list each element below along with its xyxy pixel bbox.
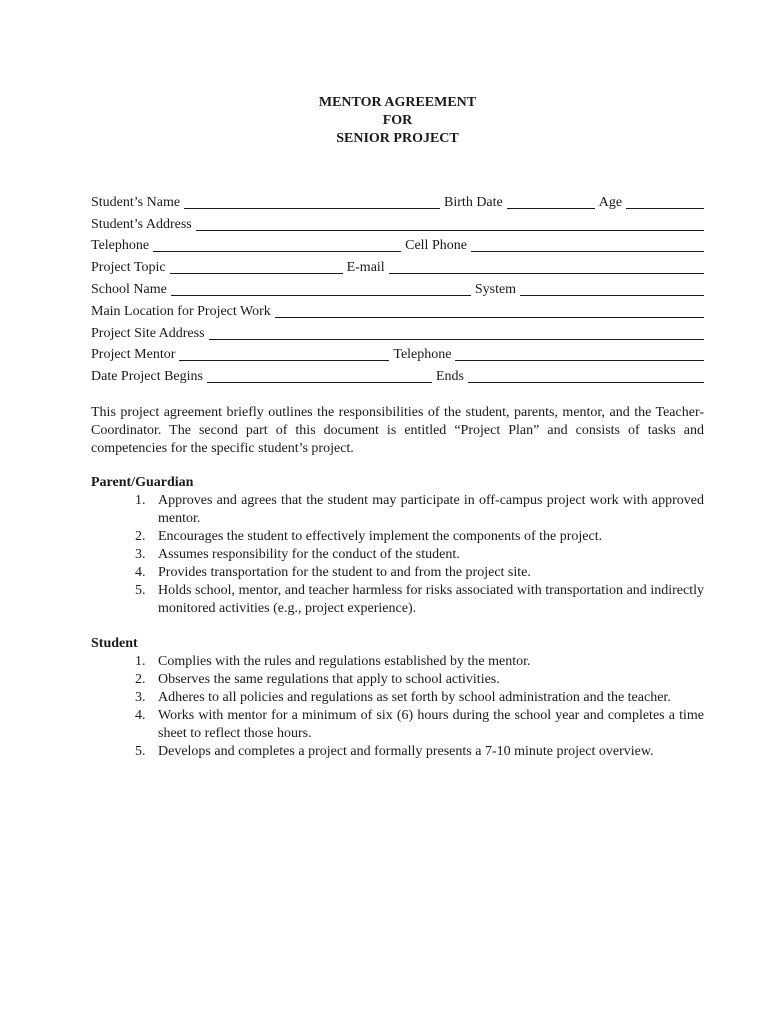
age-field[interactable] [626, 195, 704, 209]
cell-phone-field[interactable] [471, 238, 704, 252]
student-name-label: Student’s Name [91, 194, 181, 210]
list-item: 1. Approves and agrees that the student may participate in off-campus project work with approved mentor. [135, 493, 704, 527]
main-location-label: Main Location for Project Work [91, 303, 271, 319]
field-row-phone [91, 234, 704, 256]
mentor-telephone-field[interactable] [455, 347, 704, 361]
student-address-field[interactable] [196, 217, 704, 231]
telephone-label: Telephone [91, 238, 150, 254]
project-site-address-field[interactable] [209, 326, 704, 340]
telephone-field[interactable] [153, 238, 401, 252]
project-topic-field[interactable] [170, 260, 343, 274]
list-item: 3. Adheres to all policies and regulations as set forth by school administration and the teacher. [135, 690, 671, 706]
project-site-address-label: Project Site Address [91, 325, 205, 341]
cell-phone-label: Cell Phone [405, 238, 467, 254]
student-name-field[interactable] [184, 195, 440, 209]
student-heading: Student [91, 636, 138, 652]
parent-guardian-list [91, 492, 704, 618]
field-row-location [91, 299, 704, 321]
field-row-site [91, 321, 704, 343]
intro-paragraph: This project agreement briefly outlines the responsibilities of the student, parents, mentor, and the Teacher-Coordinator. The second part of this document is entitled “Project Plan” and consists of tasks and competencies for the specific student’s project. [91, 405, 704, 457]
parent-guardian-heading: Parent/Guardian [91, 475, 194, 491]
ends-field[interactable] [468, 369, 704, 383]
list-item: 2. Observes the same regulations that apply to school activities. [135, 672, 500, 688]
date-begins-label: Date Project Begins [91, 369, 203, 385]
field-row-dates [91, 364, 704, 386]
birth-date-label: Birth Date [444, 194, 503, 210]
form-fields [91, 190, 704, 386]
title-line-1: MENTOR AGREEMENT [318, 95, 477, 110]
field-row-address [91, 212, 704, 234]
field-row-name [91, 190, 704, 212]
title-line-3: SENIOR PROJECT [336, 131, 459, 146]
list-item: 5. Develops and completes a project and formally presents a 7-10 minute project overview. [135, 744, 654, 760]
mentor-telephone-label: Telephone [393, 347, 452, 363]
main-location-field[interactable] [275, 304, 704, 318]
student-address-label: Student’s Address [91, 216, 192, 232]
project-topic-label: Project Topic [91, 260, 166, 276]
list-item: 4. Provides transportation for the student to and from the project site. [135, 565, 531, 581]
project-mentor-label: Project Mentor [91, 347, 176, 363]
field-row-mentor [91, 343, 704, 365]
system-field[interactable] [520, 282, 704, 296]
ends-label: Ends [435, 369, 464, 385]
email-label: E-mail [346, 260, 385, 276]
system-label: System [474, 281, 517, 297]
project-mentor-field[interactable] [179, 347, 389, 361]
school-name-field[interactable] [171, 282, 471, 296]
document-title [91, 94, 704, 148]
field-row-topic [91, 255, 704, 277]
birth-date-field[interactable] [507, 195, 595, 209]
title-line-2: FOR [382, 113, 413, 128]
student-list [91, 653, 704, 761]
list-item: 1. Complies with the rules and regulations established by the mentor. [135, 654, 531, 670]
school-name-label: School Name [91, 281, 167, 297]
list-item: 5. Holds school, mentor, and teacher harmless for risks associated with transportation and indirectly monitored activities (e.g., project experience). [135, 583, 704, 617]
list-item: 4. Works with mentor for a minimum of six (6) hours during the school year and completes a time sheet to reflect those hours. [135, 708, 704, 742]
email-field[interactable] [389, 260, 704, 274]
list-item: 3. Assumes responsibility for the conduct of the student. [135, 547, 460, 563]
list-item: 2. Encourages the student to effectively implement the components of the project. [135, 529, 603, 545]
field-row-school [91, 277, 704, 299]
date-begins-field[interactable] [207, 369, 432, 383]
document-page [91, 94, 704, 761]
age-label: Age [598, 194, 623, 210]
